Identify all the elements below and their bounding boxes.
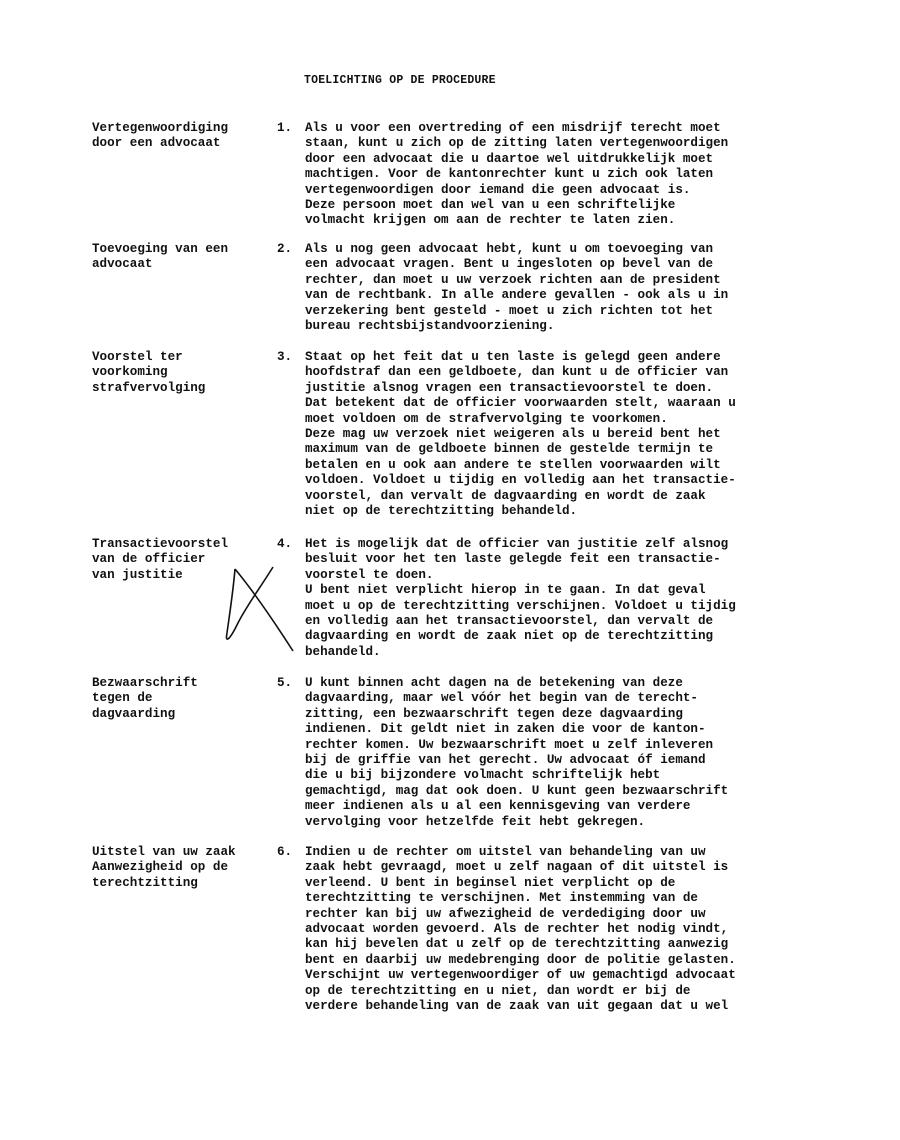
- section-body-line: moet voldoen om de strafvervolging te voorkomen.: [305, 411, 668, 426]
- section-label-line: advocaat: [92, 257, 153, 272]
- section-body-line: een advocaat vragen. Bent u ingesloten op bevel van de: [305, 257, 714, 272]
- section-body-line: zaak hebt gevraagd, moet u zelf nagaan of dit uitstel is: [305, 860, 729, 875]
- handwritten-x-mark-icon: [215, 563, 305, 658]
- section-number: 6.: [277, 845, 293, 859]
- section-label-line: door een advocaat: [92, 136, 221, 151]
- section-body-line: dagvaarding, maar wel vóór het begin van de terecht-: [305, 691, 698, 706]
- section-number: 2.: [277, 242, 293, 256]
- section-label: [92, 242, 272, 273]
- section-body-line: justitie alsnog vragen een transactievoorstel te doen.: [305, 380, 714, 395]
- section-body-line: moet u op de terechtzitting verschijnen. Voldoet u tijdig: [305, 598, 736, 613]
- section-body-line: niet op de terechtzitting behandeld.: [305, 503, 578, 518]
- section-label-line: van de officier: [92, 552, 206, 567]
- section-body-line: hoofdstraf dan een geldboete, dan kunt u de officier van: [305, 365, 729, 380]
- section-body-line: advocaat worden gevoerd. Als de rechter het nodig vindt,: [305, 921, 729, 936]
- section-label-line: Bezwaarschrift: [92, 676, 198, 690]
- section-body-line: zitting, een bezwaarschrift tegen deze dagvaarding: [305, 706, 683, 721]
- section-body-line: vervolging voor hetzelfde feit hebt gekregen.: [305, 814, 646, 829]
- section-label-line: Transactievoorstel: [92, 537, 229, 551]
- section-body-line: Als u voor een overtreding of een misdrijf terecht moet: [305, 121, 721, 135]
- section-body-line: gemachtigd, mag dat ook doen. U kunt geen bezwaarschrift: [305, 783, 729, 798]
- section-body-line: Dat betekent dat de officier voorwaarden stelt, waaraan u: [305, 396, 736, 411]
- section-body-line: voldoen. Voldoet u tijdig en volledig aan het transactie-: [305, 473, 736, 488]
- section-body-line: U bent niet verplicht hierop in te gaan. In dat geval: [305, 583, 706, 598]
- section-body-line: van de rechtbank. In alle andere gevallen - ook als u in: [305, 288, 729, 303]
- section-body-line: betalen en u ook aan andere te stellen voorwaarden wilt: [305, 457, 721, 472]
- section-body-line: kan hij bevelen dat u zelf op de terechtzitting aanwezig: [305, 937, 729, 952]
- section-body: [305, 242, 845, 334]
- section-label-line: tegen de: [92, 691, 153, 706]
- section-label: [92, 350, 272, 396]
- section-label-line: strafvervolging: [92, 380, 206, 395]
- section-body-line: U kunt binnen acht dagen na de betekening van deze: [305, 676, 683, 690]
- section-label: [92, 676, 272, 722]
- section-body: [305, 845, 845, 1014]
- section-label-line: van justitie: [92, 567, 183, 582]
- section-body-line: Verschijnt uw vertegenwoordiger of uw gemachtigd advocaat: [305, 968, 736, 983]
- section-label-line: Aanwezigheid op de: [92, 860, 229, 875]
- section-label-line: voorkoming: [92, 365, 168, 380]
- section-number: 3.: [277, 350, 293, 364]
- section-body-line: Als u nog geen advocaat hebt, kunt u om toevoeging van: [305, 242, 714, 256]
- section-number: 4.: [277, 537, 293, 551]
- section-number: 5.: [277, 676, 293, 690]
- section-label: [92, 121, 272, 152]
- section-body-line: staan, kunt u zich op de zitting laten vertegenwoordigen: [305, 136, 729, 151]
- section-body-line: meer indienen als u al een kennisgeving van verdere: [305, 799, 691, 814]
- section-body-line: rechter kan bij uw afwezigheid de verdediging door uw: [305, 906, 706, 921]
- section-body-line: Deze persoon moet dan wel van u een schriftelijke: [305, 197, 676, 212]
- section-body-line: Deze mag uw verzoek niet weigeren als u bereid bent het: [305, 426, 721, 441]
- section-body: [305, 537, 845, 660]
- section-label: [92, 845, 272, 891]
- section-body-line: rechter komen. Uw bezwaarschrift moet u zelf inleveren: [305, 737, 714, 752]
- section-body-line: machtigen. Voor de kantonrechter kunt u zich ook laten: [305, 167, 714, 182]
- section-body-line: rechter, dan moet u uw verzoek richten aan de president: [305, 272, 721, 287]
- section-body: [305, 350, 845, 519]
- section-body-line: op de terechtzitting en u niet, dan wordt er bij de: [305, 983, 691, 998]
- section-label-line: Vertegenwoordiging: [92, 121, 229, 135]
- section-label-line: dagvaarding: [92, 706, 176, 721]
- section-body-line: bent en daarbij uw medebrenging door de politie gelasten.: [305, 952, 736, 967]
- section-body-line: maximum van de geldboete binnen de gestelde termijn te: [305, 442, 714, 457]
- section-body-line: voorstel, dan vervalt de dagvaarding en wordt de zaak: [305, 488, 706, 503]
- section-body-line: Indien u de rechter om uitstel van behandeling van uw: [305, 845, 706, 859]
- section-body-line: vertegenwoordigen door iemand die geen advocaat is.: [305, 182, 691, 197]
- section-body-line: voorstel te doen.: [305, 567, 434, 582]
- section-body: [305, 121, 845, 229]
- section-body-line: verdere behandeling van de zaak van uit gegaan dat u wel: [305, 998, 729, 1013]
- section-label-line: terechtzitting: [92, 875, 198, 890]
- section-body-line: Het is mogelijk dat de officier van justitie zelf alsnog: [305, 537, 729, 551]
- document-title: TOELICHTING OP DE PROCEDURE: [304, 74, 496, 87]
- section-body-line: volmacht krijgen om aan de rechter te laten zien.: [305, 213, 676, 228]
- section-label-line: Toevoeging van een: [92, 242, 229, 256]
- section-body-line: behandeld.: [305, 644, 381, 659]
- section-body-line: indienen. Dit geldt niet in zaken die voor de kanton-: [305, 722, 706, 737]
- section-label-line: Uitstel van uw zaak: [92, 845, 236, 859]
- section-body-line: dagvaarding en wordt de zaak niet op de terechtzitting: [305, 629, 714, 644]
- section-body-line: Staat op het feit dat u ten laste is gelegd geen andere: [305, 350, 721, 364]
- section-body-line: en volledig aan het transactievoorstel, dan vervalt de: [305, 613, 714, 628]
- section-body: [305, 676, 845, 830]
- section-body-line: verleend. U bent in beginsel niet verplicht op de: [305, 875, 676, 890]
- section-body-line: bureau rechtsbijstandvoorziening.: [305, 318, 555, 333]
- section-body-line: bij de griffie van het gerecht. Uw advocaat óf iemand: [305, 752, 706, 767]
- section-body-line: verzekering bent gesteld - moet u zich richten tot het: [305, 303, 714, 318]
- section-body-line: door een advocaat die u daartoe wel uitdrukkelijk moet: [305, 151, 714, 166]
- section-body-line: terechtzitting te verschijnen. Met instemming van de: [305, 891, 698, 906]
- section-label-line: Voorstel ter: [92, 350, 183, 364]
- section-number: 1.: [277, 121, 293, 135]
- section-body-line: besluit voor het ten laste gelegde feit een transactie-: [305, 552, 721, 567]
- section-body-line: die u bij bijzondere volmacht schriftelijk hebt: [305, 768, 661, 783]
